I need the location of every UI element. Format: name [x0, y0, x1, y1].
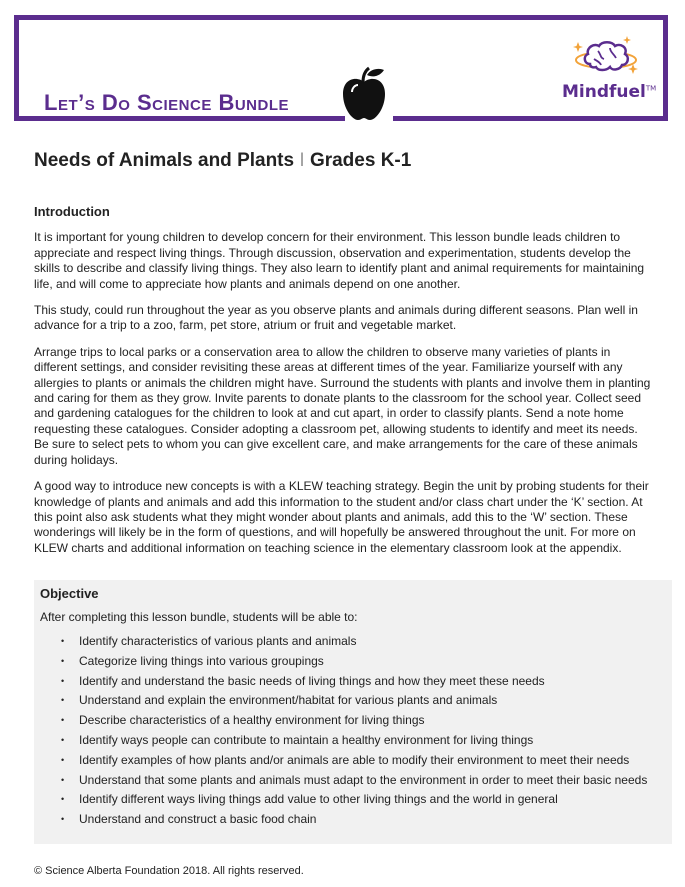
intro-paragraph-3: Arrange trips to local parks or a conservation area to allow the children to observe many varieties of plants in different settings, and consider revisiting these areas at different times of the year. Familiarize yourself with any allergies to plants or animals the children might have. Surround the students with plants and involve them in planting and caring for them as they grow. Invite parents to donate plants to the classroom for the school year. Collect seed and gardening catalogues for the children to look at and cut apart, in order to classify plants. Send a note home requesting these catalogues. Consider adopting a classroom pet, allowing students to identify and meet its needs. Be sure to select pets to whom you can give excellent care, and make arrangements for the care of these animals during holidays.	[34, 344, 651, 467]
bullet-icon: •	[61, 695, 65, 706]
copyright-footer: © Science Alberta Foundation 2018. All rights reserved.	[34, 865, 304, 877]
bullet-icon: •	[61, 774, 65, 785]
logo-wordmark: Mindfuel	[562, 82, 646, 102]
objective-item-text: Identify characteristics of various plants and animals	[79, 634, 357, 648]
objective-item-text: Identify examples of how plants and/or animals are able to modify their environment to meet their needs	[79, 752, 630, 767]
topic-title: Needs of Animals and Plants	[34, 150, 295, 171]
apple-icon	[340, 66, 388, 122]
objective-item-text: Identify different ways living things add value to other living things and the world in general	[79, 792, 558, 807]
document-title	[34, 150, 411, 172]
mindfuel-logo-text	[562, 82, 656, 102]
objective-item	[40, 771, 672, 791]
objective-item	[40, 751, 672, 771]
objective-item	[40, 632, 672, 652]
banner-underline-left	[14, 116, 345, 121]
objective-section	[34, 580, 672, 844]
objective-heading: Objective	[40, 586, 99, 601]
banner-underline-right	[393, 116, 668, 121]
objective-item-text: Identify ways people can contribute to maintain a healthy environment for living things	[79, 732, 534, 747]
intro-paragraph-1: It is important for young children to develop concern for their environment. This lesson bundle leads children to appreciate and respect living things. Through discussion, observation and experimentation, students develop the skills to describe and classify living things. They also learn to identify plant and animal requirements for maintaining life, and will come to appreciate how plants and animals depend on one another.	[34, 230, 645, 291]
bullet-icon: •	[61, 636, 65, 646]
objective-item	[40, 731, 672, 751]
objective-item-text: Identify and understand the basic needs of living things and how they meet these needs	[79, 673, 545, 688]
bullet-icon: •	[61, 655, 65, 666]
bullet-icon: •	[61, 794, 65, 805]
introduction-heading: Introduction	[34, 204, 110, 219]
intro-paragraph-2: This study, could run throughout the year as you observe plants and animals during different seasons. Plan well in advance for a trip to a zoo, farm, pet store, atrium or fruit and vegetable market.	[34, 303, 638, 333]
title-separator: I	[299, 150, 305, 171]
intro-paragraph-4: A good way to introduce new concepts is with a KLEW teaching strategy. Begin the unit by probing students for their knowledge of plants and animals and add this information to the student and/or class chart under the ‘K’ section. At this point also ask students what they might wonder about plants and animals, add this to the ‘W’ section. These wonderings will likely be in the form of questions, and will hopefully be answered throughout the unit. For more on KLEW charts and additional information on teaching science in the elementary classroom look at the appendix.	[34, 479, 649, 555]
objective-item	[40, 790, 672, 810]
objective-item-text: Understand and explain the environment/habitat for various plants and animals	[79, 693, 498, 708]
introduction-section	[34, 204, 652, 567]
bullet-icon: •	[61, 715, 65, 726]
mindfuel-brain-logo-icon	[570, 34, 642, 82]
objective-item-text: Categorize living things into various groupings	[79, 653, 324, 668]
bundle-title: Let’s Do Science Bundle	[44, 90, 290, 115]
objective-item	[40, 810, 672, 830]
objective-item-text: Describe characteristics of a healthy environment for living things	[79, 713, 425, 728]
trademark-mark: TM	[645, 84, 657, 93]
bullet-icon: •	[61, 754, 65, 765]
bullet-icon: •	[61, 814, 65, 825]
objective-item	[40, 672, 672, 692]
objective-intro: After completing this lesson bundle, students will be able to:	[40, 610, 358, 624]
objective-item	[40, 711, 672, 731]
grade-level: Grades K-1	[309, 150, 412, 171]
bullet-icon: •	[61, 675, 65, 686]
bullet-icon: •	[61, 734, 65, 745]
objective-item-text: Understand and construct a basic food chain	[79, 812, 317, 827]
objective-item	[40, 652, 672, 672]
objective-list	[40, 632, 672, 830]
objective-item	[40, 691, 672, 711]
objective-item-text: Understand that some plants and animals must adapt to the environment in order to meet their basic needs	[79, 772, 648, 787]
